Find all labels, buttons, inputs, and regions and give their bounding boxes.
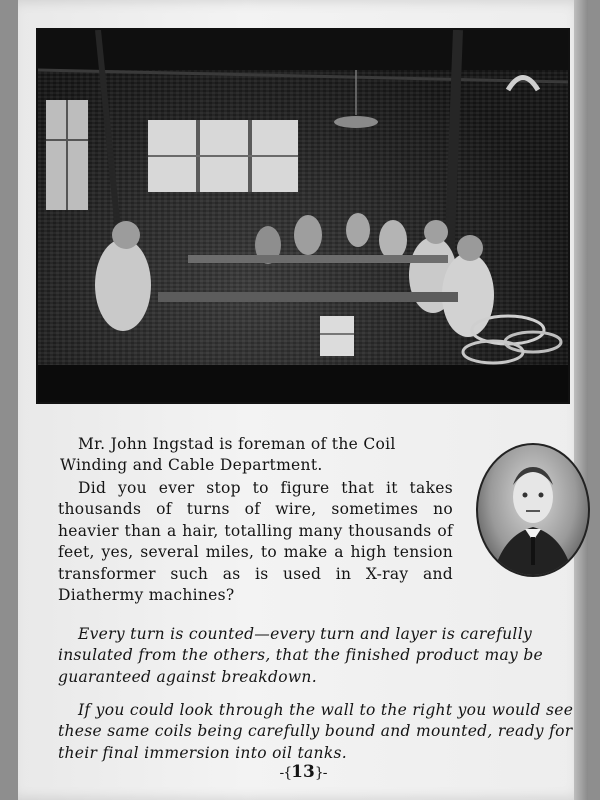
portrait-photo (476, 443, 590, 577)
page-number-ornament-right: }- (314, 765, 327, 781)
paragraph-every-turn: Every turn is counted—every turn and layer is carefully insulated from the others, that the finished product may be guaranteed against breakdown. (58, 624, 544, 686)
page-number (18, 762, 588, 782)
paragraph-foreman: Mr. John Ingstad is foreman of the Coil Winding and Cable Department. (60, 434, 396, 474)
factory-photo (36, 28, 570, 404)
document-page (18, 0, 588, 800)
paragraph-turns-of-wire: Did you ever stop to figure that it takes thousands of turns of wire, sometimes no heavier than a hair, totalling many thousands of feet, yes, several miles, to make a high tension transformer such as is used in X-ray and Diathermy machines? (58, 478, 453, 604)
factory-photo-illustration (38, 30, 568, 402)
paragraph-through-the-wall: If you could look through the wall to the right you would see these same coils being carefully bound and mounted, ready for their final immersion into oil tanks. (58, 700, 574, 762)
page-number-ornament-left: -{ (279, 765, 292, 781)
page-number-value: 13 (291, 762, 315, 782)
portrait-illustration (478, 445, 588, 575)
